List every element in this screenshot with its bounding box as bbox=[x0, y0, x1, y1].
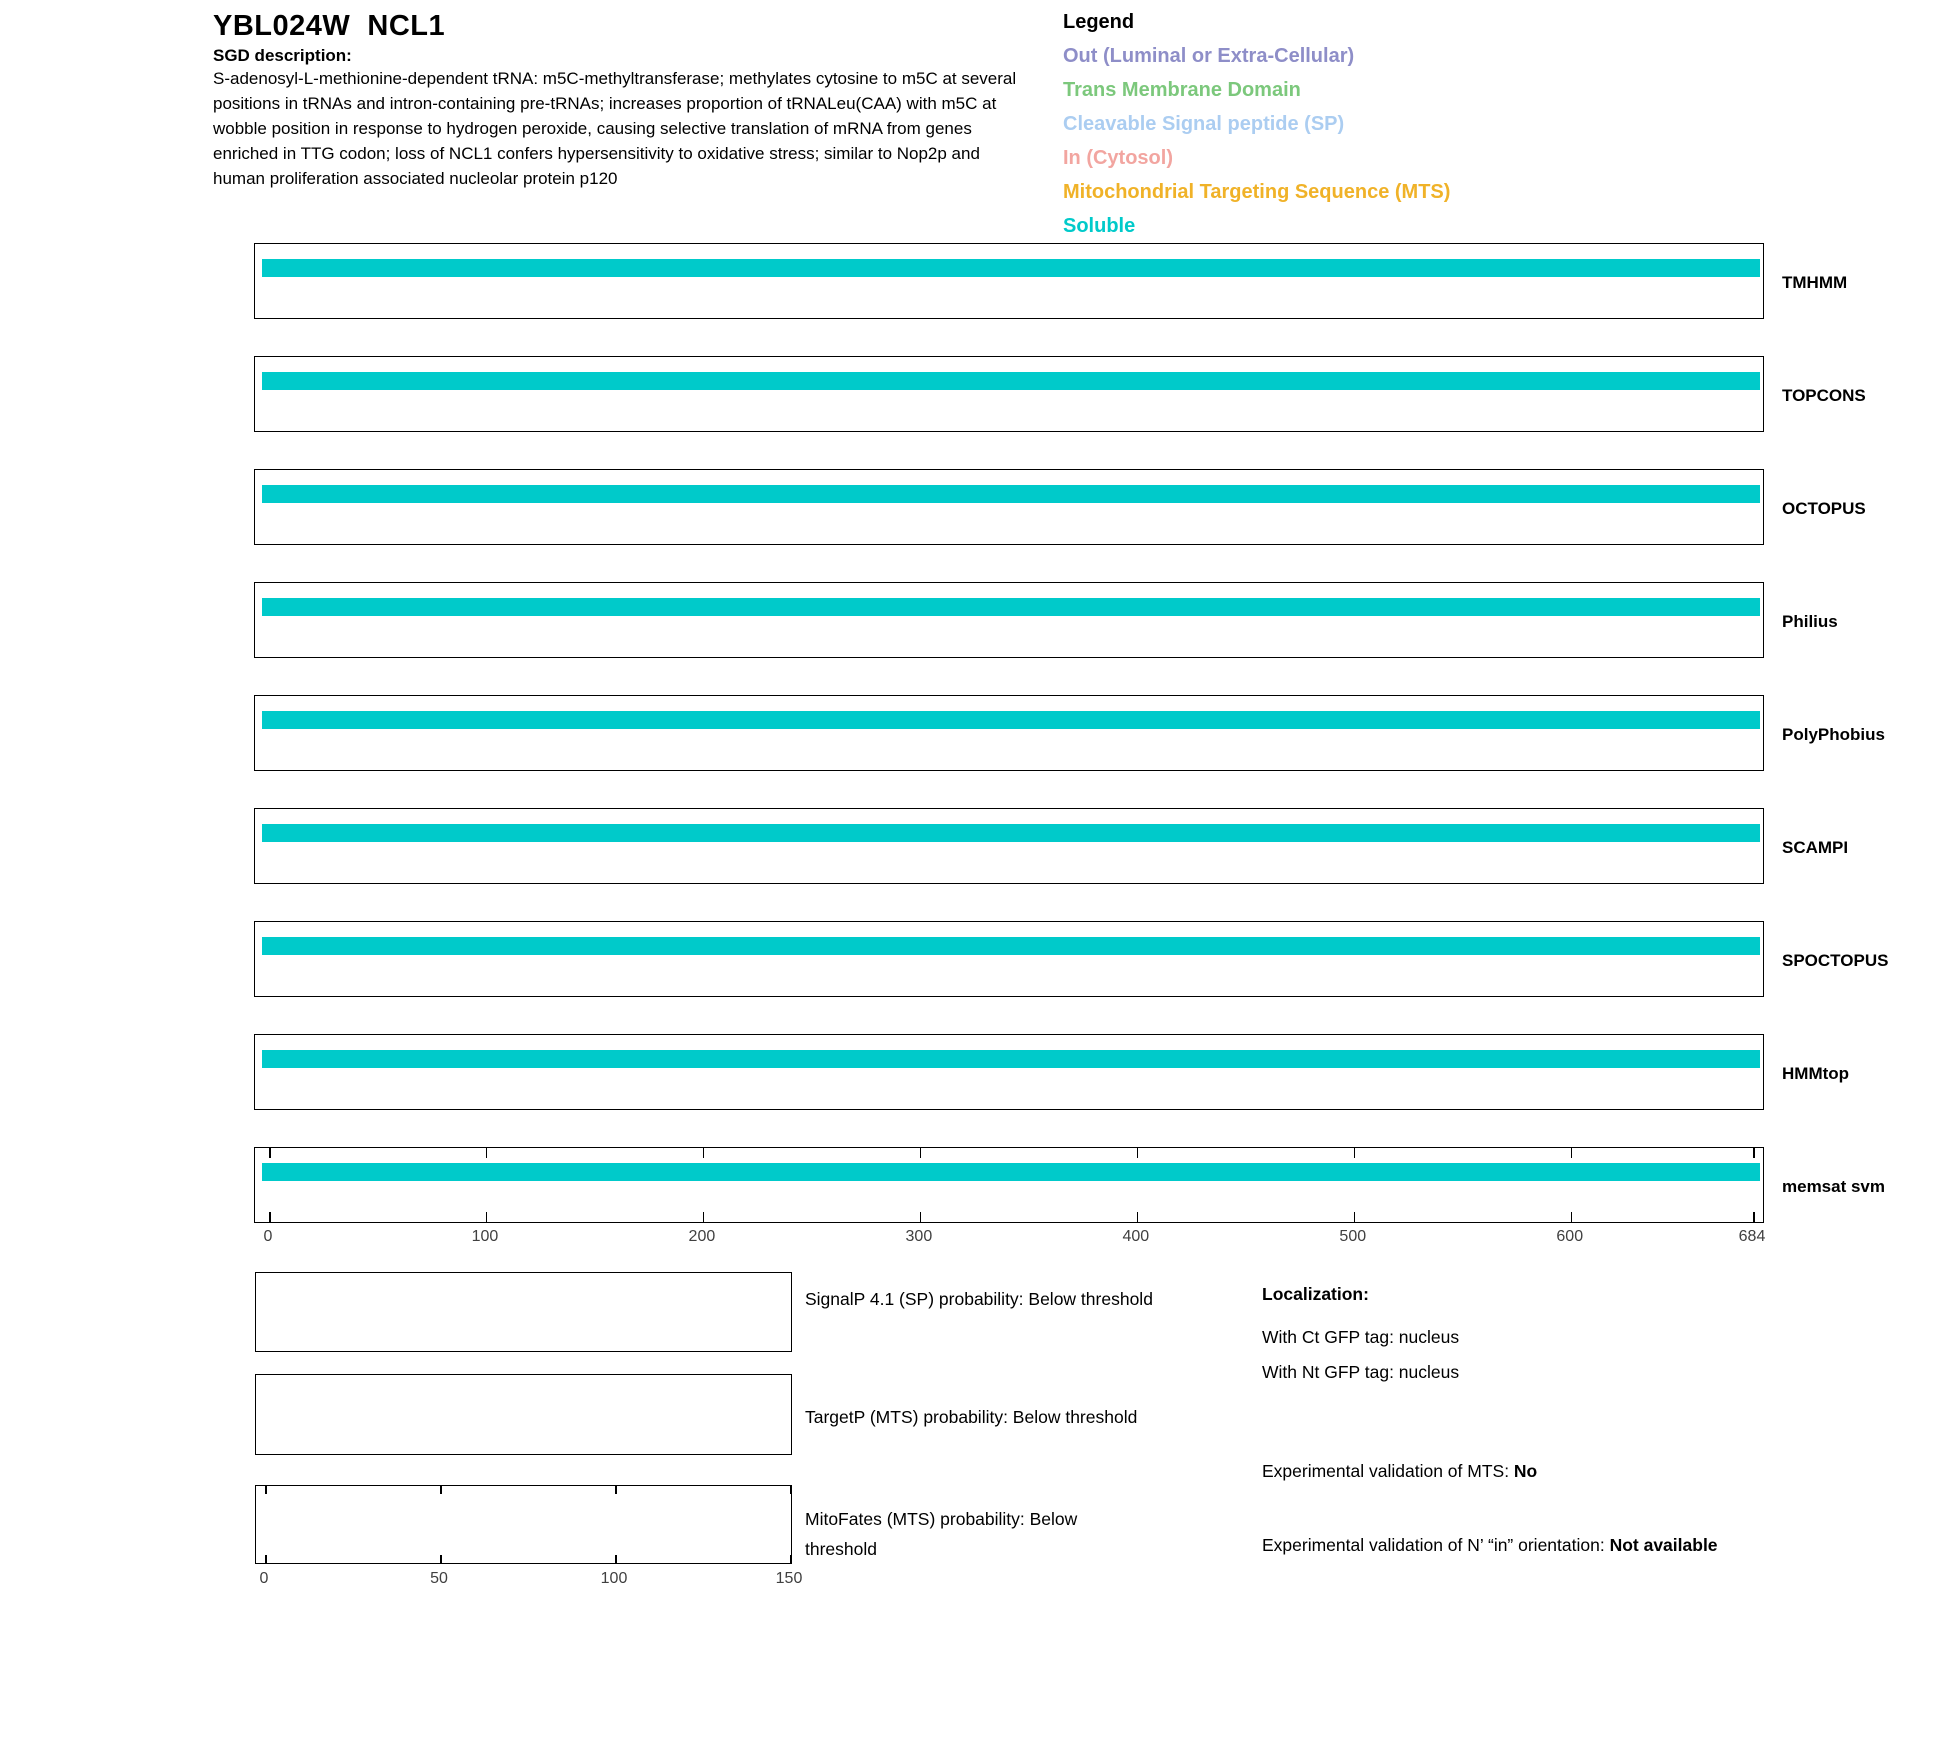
residue-axis-label-0: 0 bbox=[263, 1228, 273, 1245]
legend-item-0: Out (Luminal or Extra-Cellular) bbox=[1063, 45, 1355, 67]
residue-axis-label-400: 400 bbox=[1122, 1228, 1150, 1245]
page-title: YBL024W NCL1 bbox=[213, 10, 446, 42]
orientation-validation-line bbox=[1262, 1529, 1732, 1562]
legend-item-3: In (Cytosol) bbox=[1063, 147, 1173, 169]
residue-axis-label-300: 300 bbox=[905, 1228, 933, 1245]
localization-heading: Localization: bbox=[1262, 1284, 1369, 1304]
track-label-octopus: OCTOPUS bbox=[1782, 499, 1866, 518]
track-label-philius: Philius bbox=[1782, 612, 1838, 631]
track-box-memsat-svm bbox=[254, 1147, 1764, 1223]
track-box-scampi bbox=[254, 808, 1764, 884]
tick-top-500 bbox=[1354, 1148, 1356, 1158]
prediction-segment-soluble bbox=[262, 598, 1760, 616]
residue-axis-label-684: 684 bbox=[1738, 1228, 1766, 1245]
signalp-plot-box bbox=[255, 1272, 792, 1352]
tick-top-200 bbox=[703, 1148, 705, 1158]
track-label-memsat-svm: memsat svm bbox=[1782, 1177, 1886, 1196]
mts-validation-line bbox=[1262, 1461, 1537, 1482]
tick-top-0 bbox=[269, 1148, 271, 1158]
track-box-spoctopus bbox=[254, 921, 1764, 997]
track-label-tmhmm: TMHMM bbox=[1782, 273, 1848, 292]
mito-tick-bottom-100 bbox=[615, 1555, 617, 1563]
mitofates-plot-box bbox=[255, 1485, 792, 1564]
tick-bottom-600 bbox=[1571, 1212, 1573, 1222]
prediction-segment-soluble bbox=[262, 1163, 1760, 1181]
orientation-validation-value: Not available bbox=[1609, 1535, 1718, 1555]
residue-axis-label-100: 100 bbox=[471, 1228, 499, 1245]
tick-top-100 bbox=[486, 1148, 488, 1158]
residue-axis-label-600: 600 bbox=[1556, 1228, 1584, 1245]
prediction-segment-soluble bbox=[262, 711, 1760, 729]
mts-validation-label: Experimental validation of MTS: bbox=[1262, 1461, 1514, 1481]
mito-tick-top-0 bbox=[265, 1486, 267, 1494]
track-box-polyphobius bbox=[254, 695, 1764, 771]
mito-tick-bottom-0 bbox=[265, 1555, 267, 1563]
sgd-description-label: SGD description: bbox=[213, 46, 352, 65]
mitofates-caption: MitoFates (MTS) probability: Below threshold bbox=[805, 1509, 1078, 1559]
mitofates-axis-label-50: 50 bbox=[430, 1570, 448, 1587]
mts-validation-value: No bbox=[1513, 1461, 1538, 1481]
legend-item-1: Trans Membrane Domain bbox=[1063, 79, 1301, 101]
tick-top-400 bbox=[1137, 1148, 1139, 1158]
tick-bottom-500 bbox=[1354, 1212, 1356, 1222]
track-label-spoctopus: SPOCTOPUS bbox=[1782, 951, 1889, 970]
localization-ct-gfp: With Ct GFP tag: nucleus bbox=[1262, 1327, 1460, 1347]
tick-bottom-200 bbox=[703, 1212, 705, 1222]
track-box-philius bbox=[254, 582, 1764, 658]
signalp-caption: SignalP 4.1 (SP) probability: Below threshold bbox=[805, 1289, 1153, 1309]
mito-tick-bottom-50 bbox=[440, 1555, 442, 1563]
tick-bottom-400 bbox=[1137, 1212, 1139, 1222]
tick-bottom-100 bbox=[486, 1212, 488, 1222]
prediction-segment-soluble bbox=[262, 485, 1760, 503]
legend bbox=[1063, 5, 1450, 243]
mitofates-axis-label-150: 150 bbox=[775, 1570, 803, 1587]
tick-bottom-0 bbox=[269, 1212, 271, 1222]
mito-tick-bottom-150 bbox=[790, 1555, 792, 1563]
mito-tick-top-100 bbox=[615, 1486, 617, 1494]
orientation-validation-label: Experimental validation of N’ “in” orientation: bbox=[1262, 1535, 1610, 1555]
prediction-segment-soluble bbox=[262, 259, 1760, 277]
mito-tick-top-150 bbox=[790, 1486, 792, 1494]
legend-item-5: Soluble bbox=[1063, 215, 1136, 237]
targetp-caption: TargetP (MTS) probability: Below threshold bbox=[805, 1407, 1138, 1427]
track-box-topcons bbox=[254, 356, 1764, 432]
track-label-hmmtop: HMMtop bbox=[1782, 1064, 1850, 1083]
tick-bottom-300 bbox=[920, 1212, 922, 1222]
residue-axis-label-500: 500 bbox=[1339, 1228, 1367, 1245]
sgd-description-text: S-adenosyl-L-methionine-dependent tRNA: m5C-methyltransferase; methylates cytosine to m5C at several positions in tRNAs and intron-containing pre-tRNAs; increases proportion of tRNALeu(CAA) with m5C at wobble position in response to hydrogen peroxide, causing selective translation of mRNA from genes enriched in TTG codon; loss of NCL1 confers hypersensitivity to oxidative stress; similar to Nop2p and human proliferation associated nucleolar protein p120 bbox=[213, 69, 1017, 188]
prediction-segment-soluble bbox=[262, 1050, 1760, 1068]
prediction-segment-soluble bbox=[262, 937, 1760, 955]
legend-item-2: Cleavable Signal peptide (SP) bbox=[1063, 113, 1345, 135]
track-label-scampi: SCAMPI bbox=[1782, 838, 1849, 857]
legend-title: Legend bbox=[1063, 11, 1135, 33]
mitofates-axis-label-0: 0 bbox=[259, 1570, 269, 1587]
track-label-polyphobius: PolyPhobius bbox=[1782, 725, 1885, 744]
tick-top-684 bbox=[1753, 1148, 1755, 1158]
localization-nt-gfp: With Nt GFP tag: nucleus bbox=[1262, 1362, 1460, 1382]
track-label-topcons: TOPCONS bbox=[1782, 386, 1866, 405]
tick-top-300 bbox=[920, 1148, 922, 1158]
residue-axis-label-200: 200 bbox=[688, 1228, 716, 1245]
tick-bottom-684 bbox=[1753, 1212, 1755, 1222]
track-box-tmhmm bbox=[254, 243, 1764, 319]
legend-items bbox=[1063, 39, 1450, 243]
targetp-plot-box bbox=[255, 1374, 792, 1455]
track-box-hmmtop bbox=[254, 1034, 1764, 1110]
tick-top-600 bbox=[1571, 1148, 1573, 1158]
prediction-segment-soluble bbox=[262, 372, 1760, 390]
mito-tick-top-50 bbox=[440, 1486, 442, 1494]
mitofates-axis-label-100: 100 bbox=[600, 1570, 628, 1587]
track-box-octopus bbox=[254, 469, 1764, 545]
prediction-segment-soluble bbox=[262, 824, 1760, 842]
legend-item-4: Mitochondrial Targeting Sequence (MTS) bbox=[1063, 181, 1451, 203]
